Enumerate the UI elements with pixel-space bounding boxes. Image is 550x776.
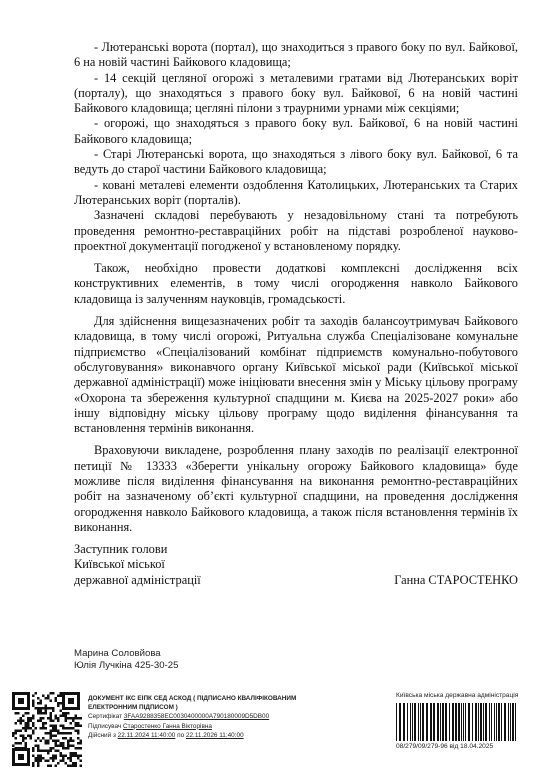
signer-name: Ганна СТАРОСТЕНКО xyxy=(394,572,518,587)
registration-block xyxy=(396,692,524,750)
valid-label: Дійсний з xyxy=(88,731,116,739)
paragraph: - Лютеранські ворота (портал), що знаходиться з правого боку по вул. Байкової, 6 на новій частині Байкового кладовища; xyxy=(74,40,518,70)
stamp-certificate xyxy=(88,712,328,721)
stamp-signer xyxy=(88,722,328,731)
valid-from: 22.11.2024 11:40:00 xyxy=(117,731,176,739)
stamp-header-prefix: ДОКУМЕНТ ІКС ЕІПК СЕД АСКОД xyxy=(88,695,192,702)
signature-block xyxy=(74,542,518,588)
e-signature-stamp xyxy=(88,694,328,740)
paragraph: Для здійснення вищезазначених робіт та заходів балансоутримувач Байкового кладовища, в тому числі огорожі, Ритуальна служба Спеціалізоване комунальне підприємство «Спеціалізований комбінат підприємств комунально-побутового обслуговування» виконавчого органу Київської міської ради (Київської міської державної адміністрації) може ініціювати внесення змін у Міську цільову програму «Охорона та збереження культурної спадщини м. Києва на 2025-2027 роки» або іншу відповідну міську цільову програму щодо виділення фінансування та встановлення термінів виконання. xyxy=(74,314,518,436)
executor-line: Юлія Лучкіна 425-30-25 xyxy=(74,659,179,671)
stamp-header xyxy=(88,694,328,712)
qr-code xyxy=(10,690,82,768)
paragraph: - ковані металеві елементи оздоблення Католицьких, Лютеранських та Старих Лютеранських воріт (порталів). xyxy=(74,177,518,207)
registration-org: Київська міська державна адміністрація xyxy=(396,692,519,699)
valid-to: 22.11.2026 11:40:00 xyxy=(185,731,244,739)
paragraph: Враховуючи викладене, розроблення плану заходів по реалізації електронної петиції № 13333 «Зберегти унікальну огорожу Байкового кладовища» буде можливе після виділення фінансування на виконання ремонтно-реставраційних робіт на зазначеному об’єкті культурної спадщини, на проведення дослідження огородження навколо Байкового кладовища, а також після встановлення термінів їх виконання. xyxy=(74,443,518,534)
signer-position-line: Київської міської xyxy=(74,557,165,572)
barcode-icon xyxy=(396,703,518,741)
paragraph: - Старі Лютеранські ворота, що знаходяться з лівого боку вул. Байкової, 6 та ведуть до старої частини Байкового кладовища; xyxy=(74,147,518,177)
certificate-value: 3FAA9288358EC0030400000A790180009D5DB00 xyxy=(123,713,270,721)
signer-value: Старостенко Ганна Вікторівна xyxy=(123,722,212,730)
paragraph: - 14 секцій цегляної огорожі з металевими гратами від Лютеранських воріт (порталу), що знаходяться з правого боку вул. Байкової, 6 на новій частині Байкового кладовища; цегляні пілони з траурними урнами між секціями; xyxy=(74,70,518,116)
paragraph: Зазначені складові перебувають у незадовільному стані та потребують проведення ремонтно-реставраційних робіт на підставі розробленої науково-проектної документації погодженої у встановленому порядку. xyxy=(74,208,518,253)
valid-to-label: по xyxy=(177,731,185,739)
stamp-validity xyxy=(88,731,328,740)
signer-position-line: Заступник голови xyxy=(74,542,168,556)
executors xyxy=(74,648,178,671)
letter-body xyxy=(74,40,518,535)
paragraph: Також, необхідно провести додаткові комплексні дослідження всіх конструктивних елементів, в тому числі огородження навколо Байкового кладовища із залученням науковців, громадськості. xyxy=(74,261,518,306)
stamp-header-signed: ( ПІДПИСАНО КВАЛІФІКОВАНИМ ЕЛЕКТРОННИМ ПІДПИСОМ ) xyxy=(88,695,297,712)
paragraph: - огорожі, що знаходяться з правого боку вул. Байкової, 6 на новій частині Байкового кладовища; xyxy=(74,116,518,146)
certificate-label: Сертифікат xyxy=(88,713,123,721)
signer-label: Підписувач xyxy=(88,722,122,730)
executor-line: Марина Соловйова xyxy=(74,648,161,659)
registration-number: 08/279/09/279-96 від 18.04.2025 xyxy=(396,743,494,750)
signer-position-line: державної адміністрації xyxy=(74,572,201,587)
